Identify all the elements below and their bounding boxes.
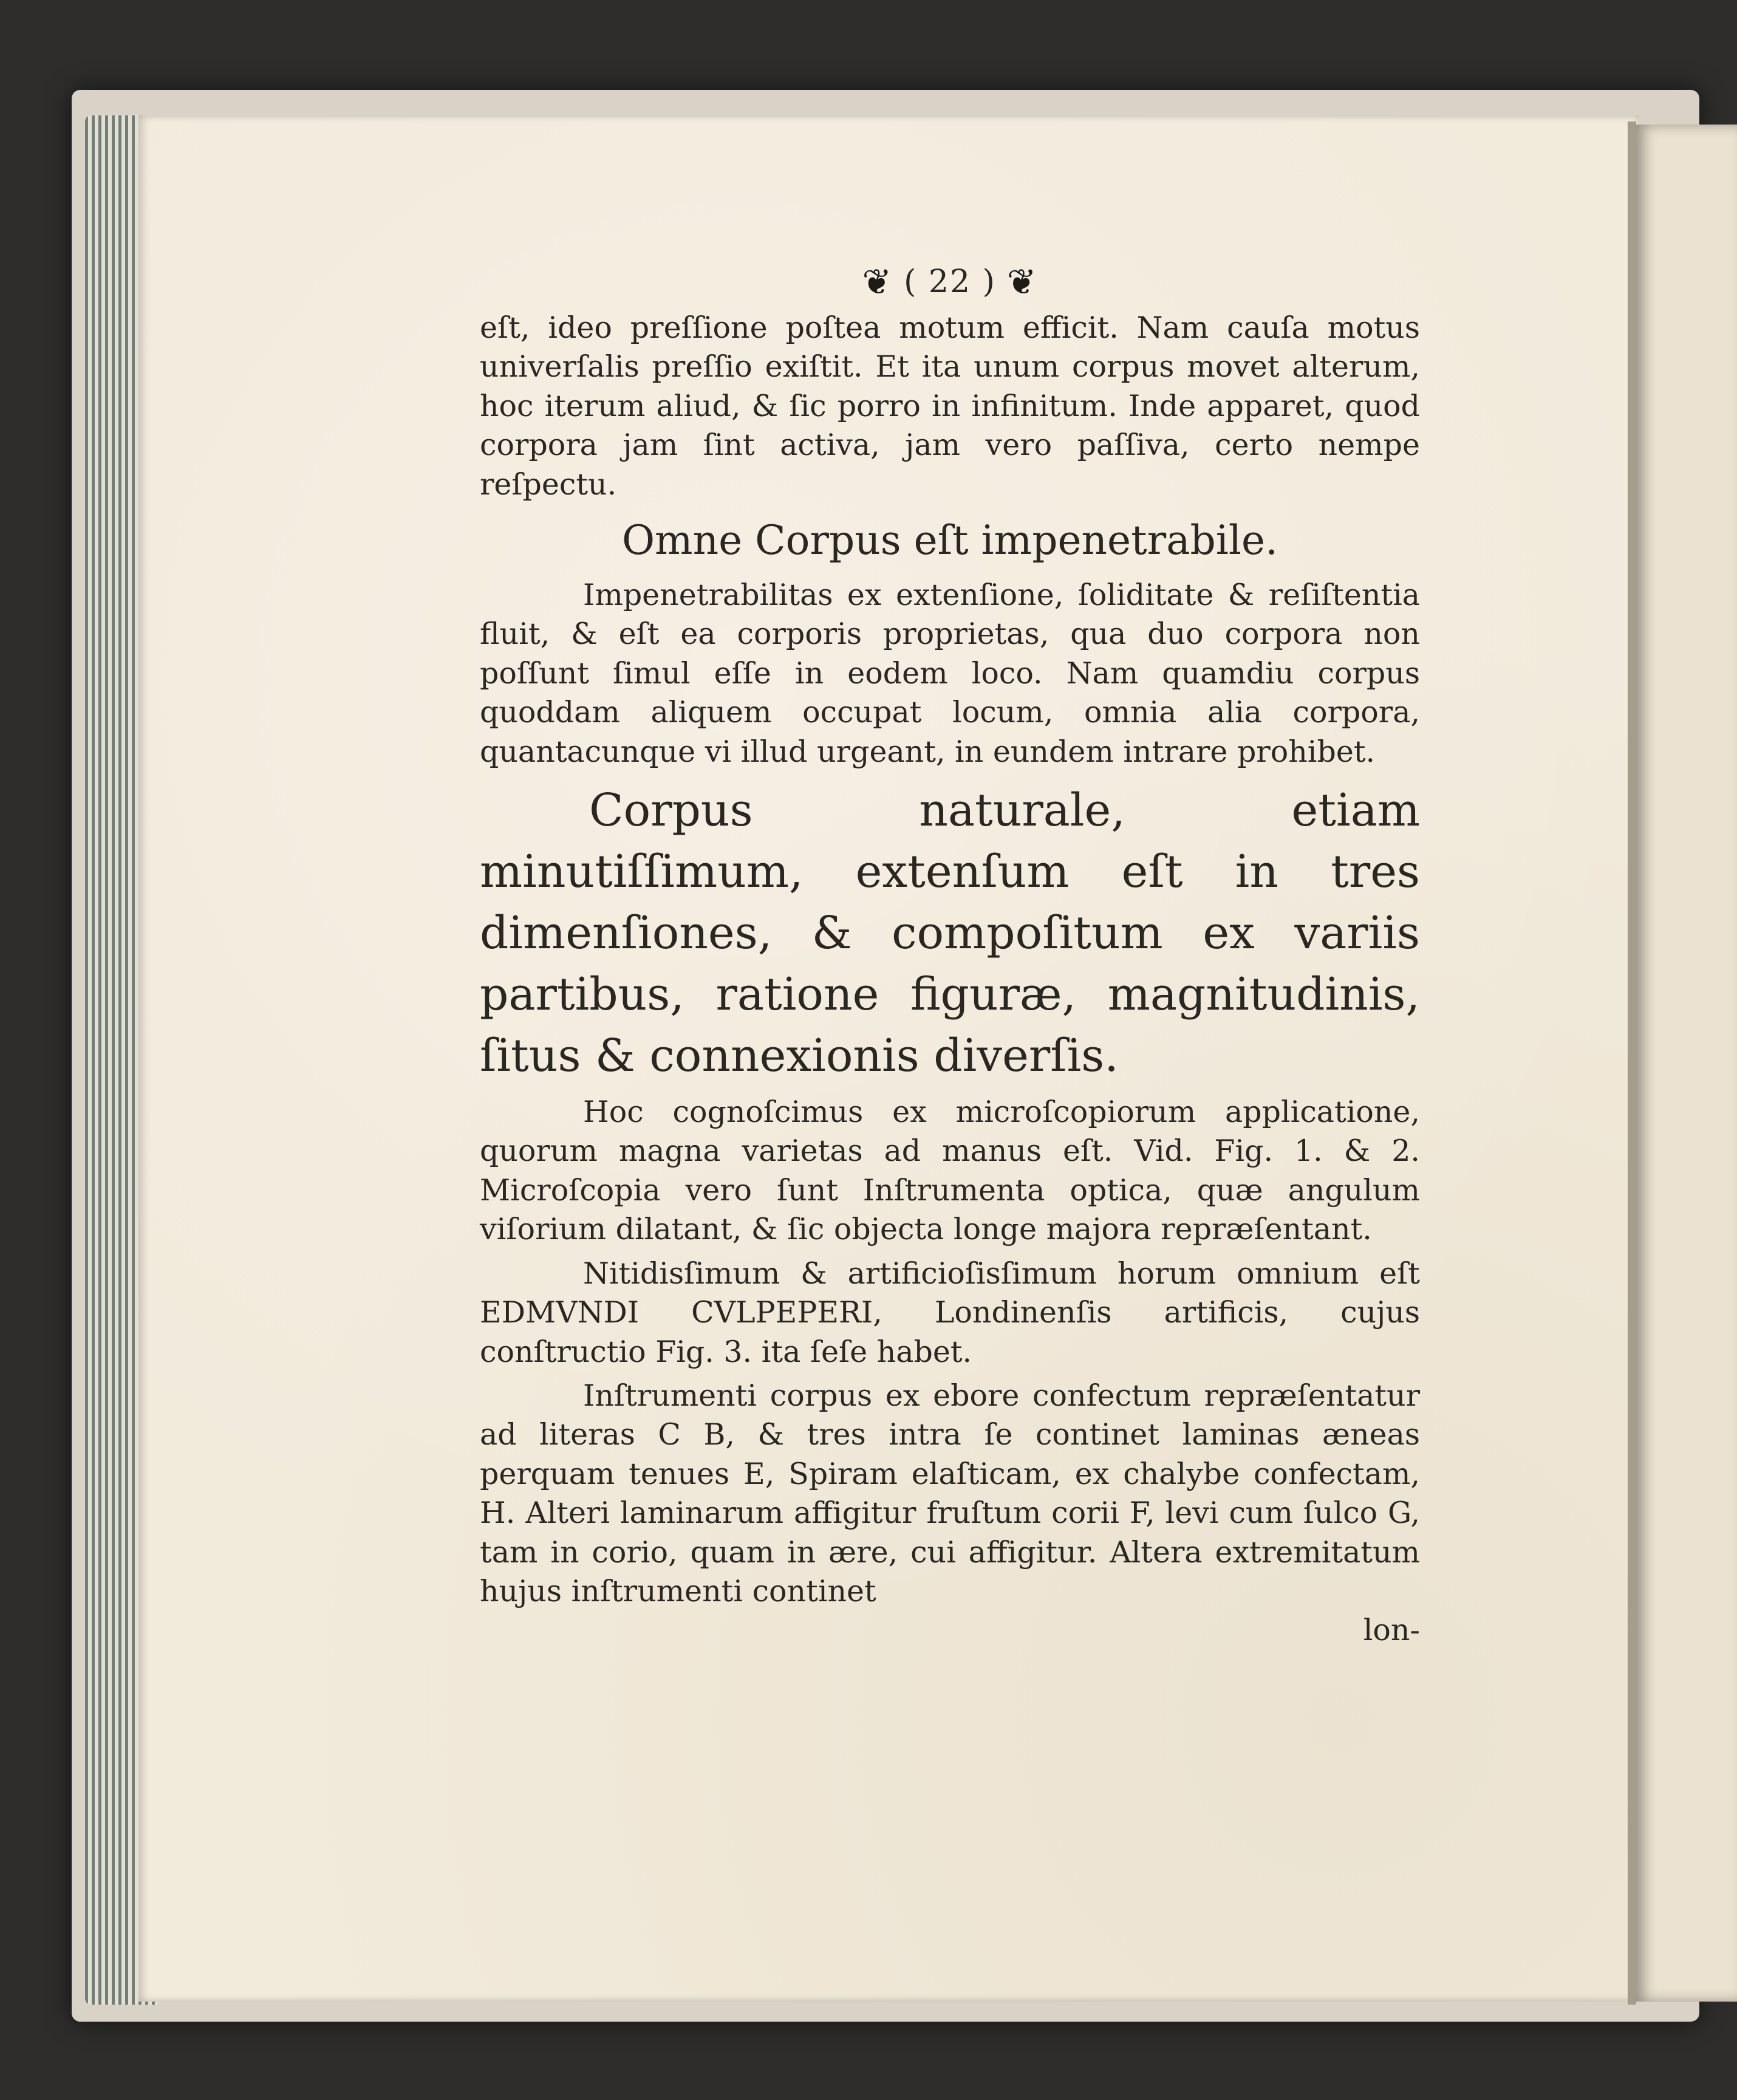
paragraph-instrumenti: Inſtrumenti corpus ex ebore confectum repræſentatur ad literas C B, & tres intra ſe continet laminas æneas perquam tenues E, Spiram elaſticam, ex chalybe confectam, H. Alteri laminarum affigitur fruſtum corii F, levi cum ſulco G, tam in corio, quam in ære, cui affigitur. Altera extremitatum hujus inſtrumenti continet [480, 1378, 1420, 1609]
page-number: ( 22 ) [904, 264, 996, 300]
ornament-right-icon: ❦ [1006, 261, 1038, 303]
text-block [480, 261, 1420, 1650]
catchword: lon- [1363, 1613, 1420, 1648]
proposition-corpus-naturale: Corpus naturale, etiam minutiſſimum, extenſum eſt in tres dimenſiones, & compoſitum ex variis partibus, ratione figuræ, magnitudinis, ſitus & connexionis diverſis. [480, 784, 1420, 1082]
paragraph-culpeper: Nitidisſimum & artificioſisſimum horum omnium eſt EDMVNDI CVLPEPERI, Londinenſis artificis, cujus conſtructio Fig. 3. ita ſeſe habet. [480, 1256, 1420, 1369]
page-header [480, 261, 1420, 303]
paragraph-continued: eſt, ideo preſſione poſtea motum efficit. Nam cauſa motus univerſalis preſſio exiſtit. Et ita unum corpus movet alterum, hoc iterum aliud, & ſic porro in infinitum. Inde apparet, quod corpora jam ſint activa, jam vero paſſiva, certo nempe reſpectu. [480, 310, 1420, 502]
paragraph-microscopia: Hoc cognoſcimus ex microſcopiorum applicatione, quorum magna varietas ad manus eſt. Vid. Fig. 1. & 2. Microſcopia vero ſunt Inſtrumenta optica, quæ angulum viſorium dilatant, & ſic objecta longe majora repræſentant. [480, 1095, 1420, 1247]
ornament-left-icon: ❦ [862, 261, 893, 303]
section-heading: Omne Corpus eſt impenetrabile. [621, 517, 1278, 564]
facing-page [1635, 125, 1737, 2002]
paragraph-impenetrabilitas: Impenetrabilitas ex extenſione, ſoliditate & reſiſtentia fluit, & eſt ea corporis proprietas, qua duo corpora non poſſunt ſimul eſſe in eodem loco. Nam quamdiu corpus quoddam aliquem occupat locum, omnia alia corpora, quantacunque vi illud urgeant, in eundem intrare prohibet. [480, 578, 1420, 769]
